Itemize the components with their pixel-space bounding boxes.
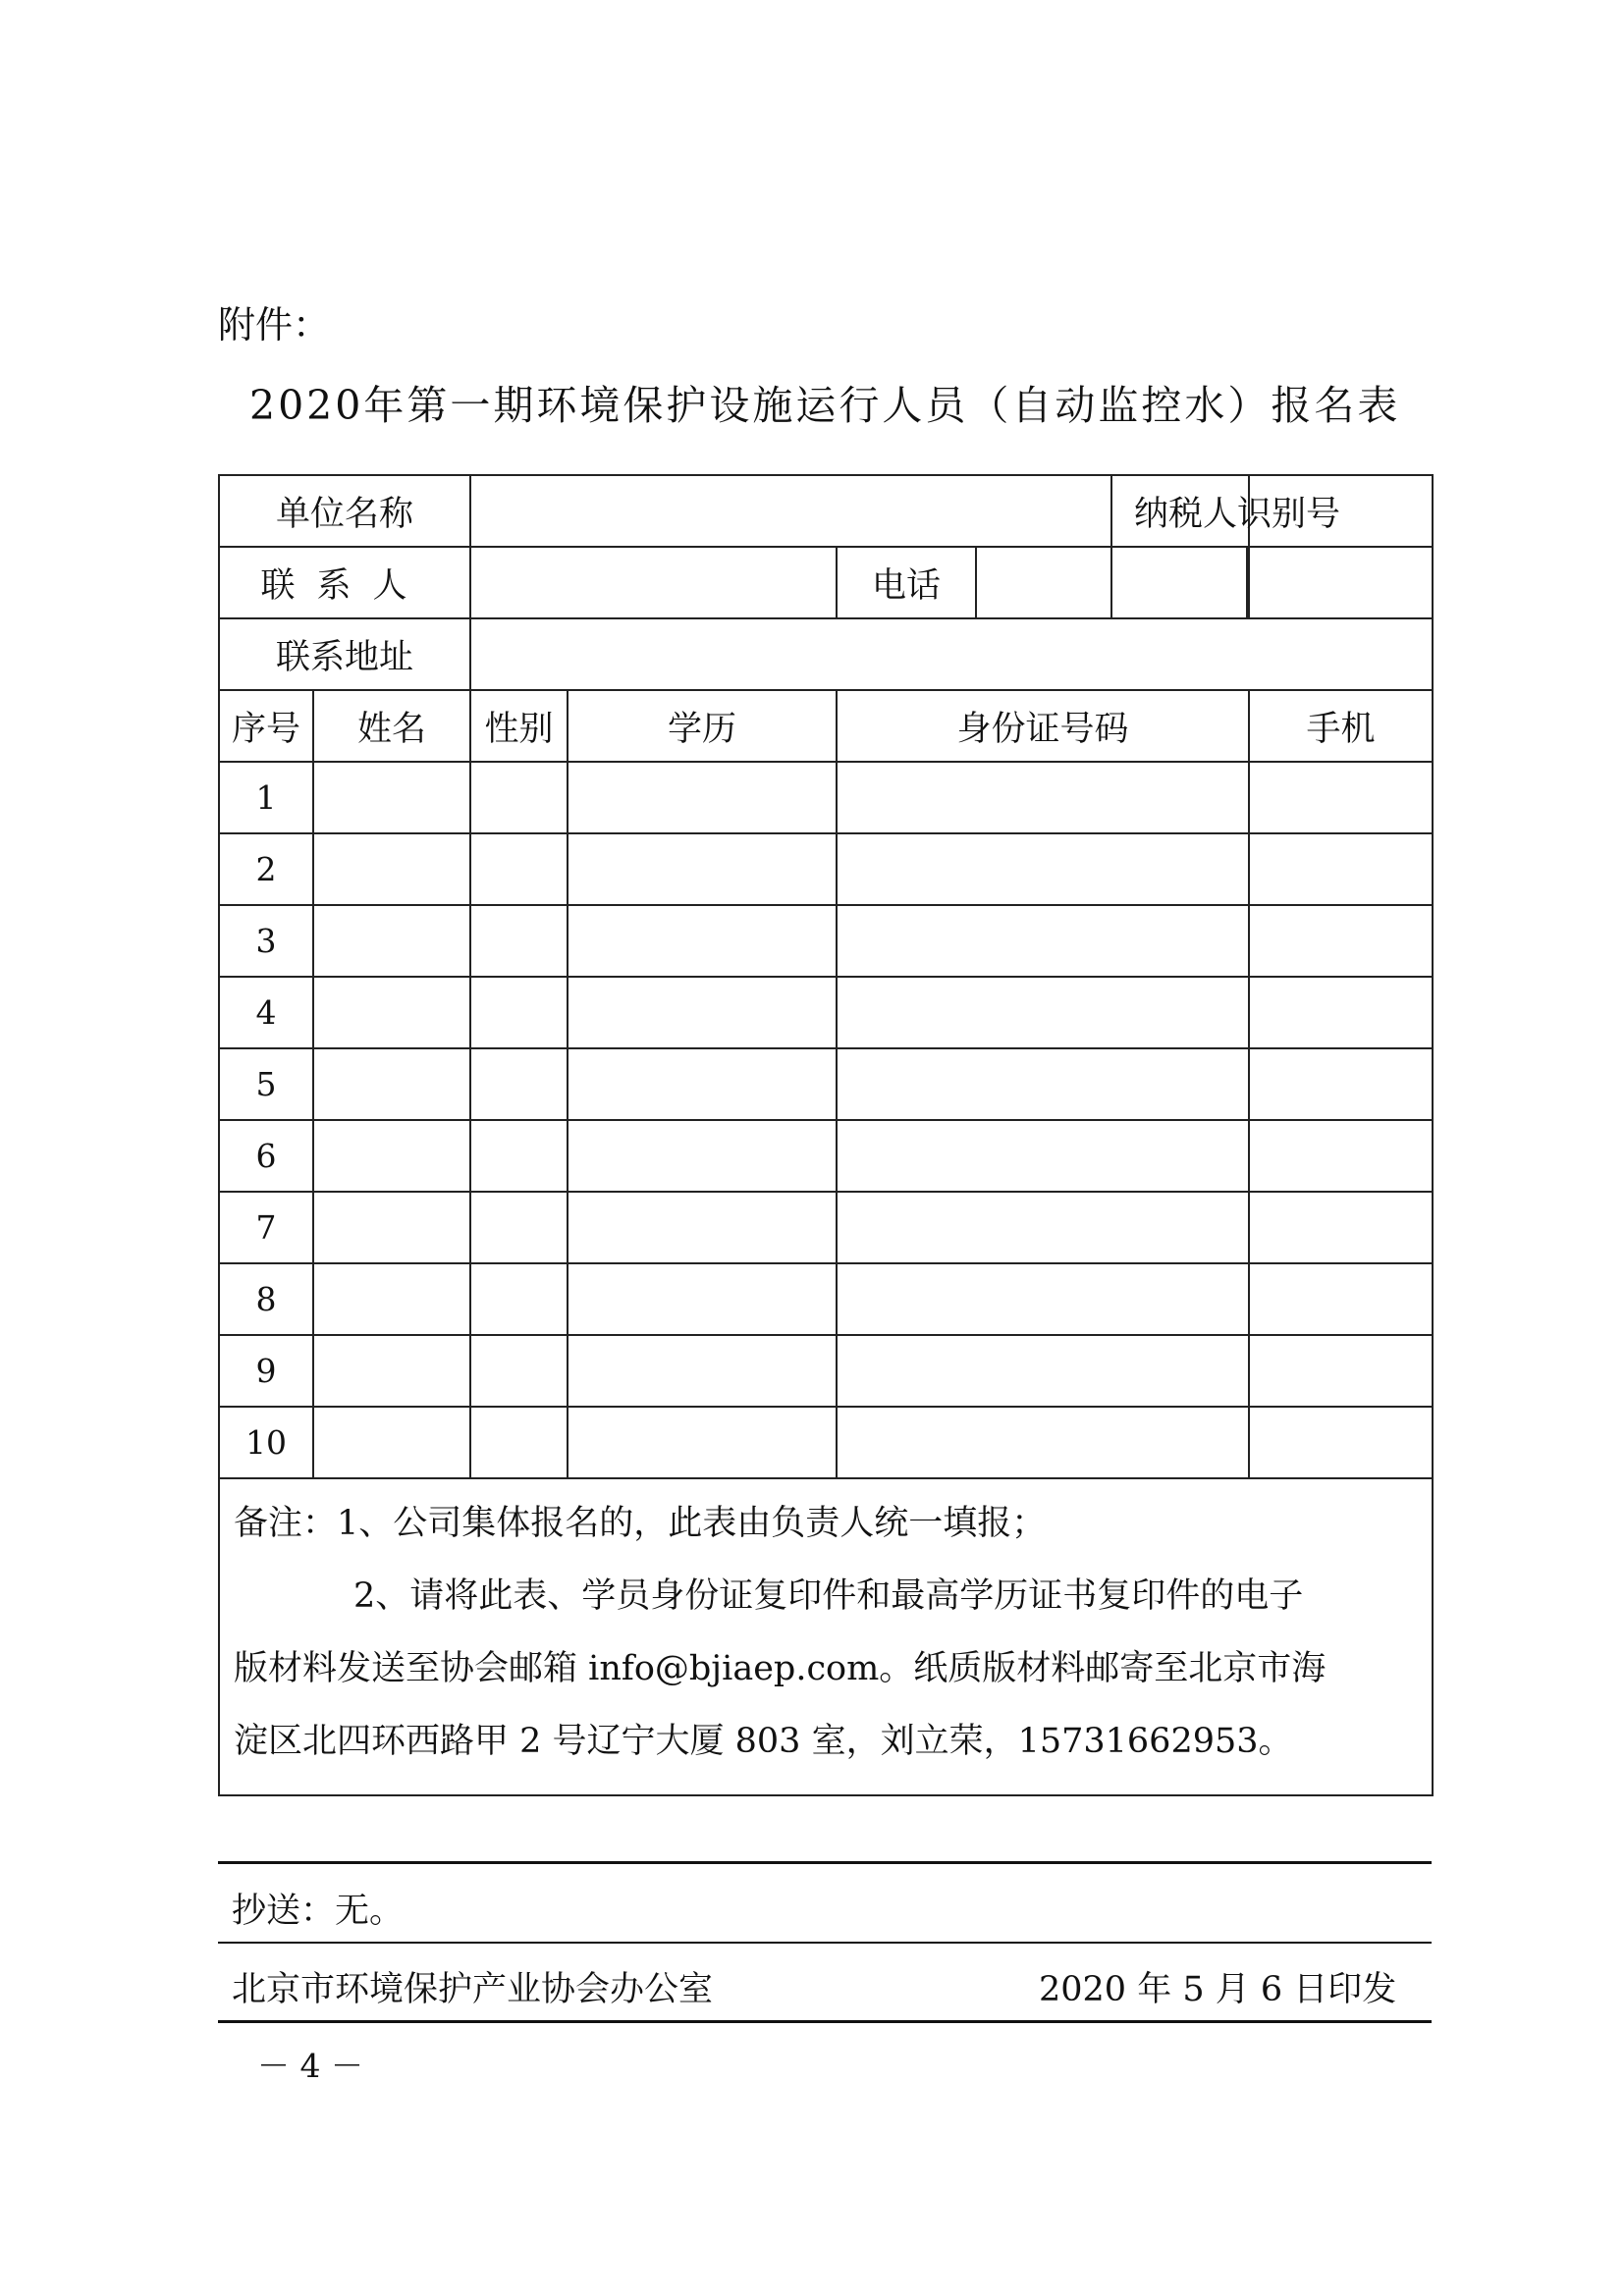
- row-number: 6: [219, 1120, 313, 1192]
- col-header-education: 学历: [568, 690, 837, 762]
- gender-cell[interactable]: [470, 1192, 568, 1263]
- table-row-unit: [219, 475, 1433, 547]
- phone-field-ext[interactable]: [1112, 548, 1248, 617]
- gender-cell[interactable]: [470, 1263, 568, 1335]
- unit-name-field[interactable]: [470, 475, 1111, 547]
- phone-label: 电话: [838, 548, 977, 617]
- table-row-address: [219, 618, 1433, 690]
- mobile-cell[interactable]: [1249, 1335, 1433, 1407]
- mobile-cell[interactable]: [1249, 1263, 1433, 1335]
- table-row: [219, 1048, 1433, 1120]
- table-row: [219, 762, 1433, 833]
- address-label: 联系地址: [219, 618, 470, 690]
- row-number: 7: [219, 1192, 313, 1263]
- table-row: [219, 1335, 1433, 1407]
- id-number-cell[interactable]: [837, 1120, 1249, 1192]
- mobile-cell[interactable]: [1249, 1192, 1433, 1263]
- cc-line: 抄送：无。: [232, 1892, 405, 1931]
- col-header-id-number: 身份证号码: [837, 690, 1249, 762]
- name-cell[interactable]: [313, 905, 470, 977]
- mobile-cell[interactable]: [1249, 833, 1433, 905]
- unit-name-label: 单位名称: [219, 475, 470, 547]
- id-number-cell[interactable]: [837, 762, 1249, 833]
- education-cell[interactable]: [568, 977, 837, 1048]
- id-number-cell[interactable]: [837, 1407, 1249, 1478]
- email-cell: [1249, 547, 1433, 618]
- name-cell[interactable]: [313, 833, 470, 905]
- id-number-cell[interactable]: [837, 833, 1249, 905]
- gender-cell[interactable]: [470, 1335, 568, 1407]
- row-number: 8: [219, 1263, 313, 1335]
- phone-cell: [837, 547, 1111, 618]
- name-cell[interactable]: [313, 977, 470, 1048]
- registration-table: [218, 474, 1434, 1796]
- note-item-1: 1、公司集体报名的，此表由负责人统一填报；: [337, 1504, 1047, 1543]
- email-field[interactable]: [1250, 548, 1432, 617]
- name-cell[interactable]: [313, 1263, 470, 1335]
- gender-cell[interactable]: [470, 1407, 568, 1478]
- issue-date: 2020 年 5 月 6 日印发: [1039, 1970, 1397, 2009]
- education-cell[interactable]: [568, 1335, 837, 1407]
- mobile-cell[interactable]: [1249, 1048, 1433, 1120]
- gender-cell[interactable]: [470, 833, 568, 905]
- row-number: 3: [219, 905, 313, 977]
- notes-row: [219, 1478, 1433, 1795]
- table-row: [219, 1120, 1433, 1192]
- col-header-index: 序号: [219, 690, 313, 762]
- gender-cell[interactable]: [470, 762, 568, 833]
- contact-label: 联系人: [219, 547, 470, 618]
- row-number: 4: [219, 977, 313, 1048]
- table-row: [219, 1263, 1433, 1335]
- id-number-cell[interactable]: [837, 1048, 1249, 1120]
- education-cell[interactable]: [568, 833, 837, 905]
- note-line-1: [234, 1487, 1418, 1560]
- issuer: 北京市环境保护产业协会办公室: [232, 1970, 714, 2009]
- col-header-name: 姓名: [313, 690, 470, 762]
- taxpayer-id-label: 纳税人识别号: [1111, 475, 1249, 547]
- education-cell[interactable]: [568, 1192, 837, 1263]
- id-number-cell[interactable]: [837, 1263, 1249, 1335]
- notes-prefix: 备注：: [234, 1504, 338, 1543]
- id-number-cell[interactable]: [837, 905, 1249, 977]
- row-number: 1: [219, 762, 313, 833]
- annex-label: 附件：: [218, 303, 331, 347]
- note-item-2-line-3: 淀区北四环西路甲 2 号辽宁大厦 803 室，刘立荣，15731662953。: [234, 1722, 1293, 1761]
- education-cell[interactable]: [568, 1120, 837, 1192]
- phone-field-cont: [1111, 547, 1249, 618]
- name-cell[interactable]: [313, 1048, 470, 1120]
- table-row-contact: [219, 547, 1433, 618]
- gender-cell[interactable]: [470, 1120, 568, 1192]
- form-title: 2020年第一期环境保护设施运行人员（自动监控水）报名表: [249, 382, 1401, 429]
- mobile-cell[interactable]: [1249, 1120, 1433, 1192]
- mobile-cell[interactable]: [1249, 977, 1433, 1048]
- table-row: [219, 1407, 1433, 1478]
- education-cell[interactable]: [568, 1407, 837, 1478]
- table-row: [219, 1192, 1433, 1263]
- id-number-cell[interactable]: [837, 1335, 1249, 1407]
- col-header-mobile: 手机: [1249, 690, 1433, 762]
- name-cell[interactable]: [313, 1407, 470, 1478]
- education-cell[interactable]: [568, 1263, 837, 1335]
- name-cell[interactable]: [313, 1120, 470, 1192]
- table-row: [219, 833, 1433, 905]
- footer-rule-top: [218, 1861, 1432, 1864]
- page-number: － 4 －: [257, 2047, 363, 2085]
- note-item-2-line-2: 版材料发送至协会邮箱 info@bjiaep.com。纸质版材料邮寄至北京市海: [234, 1649, 1326, 1688]
- footer-rule-bottom: [218, 2020, 1432, 2023]
- row-number: 10: [219, 1407, 313, 1478]
- gender-cell[interactable]: [470, 905, 568, 977]
- footer-rule-middle: [218, 1942, 1432, 1944]
- row-number: 9: [219, 1335, 313, 1407]
- notes-cell: [219, 1478, 1433, 1795]
- name-cell[interactable]: [313, 1192, 470, 1263]
- contact-field[interactable]: [470, 547, 837, 618]
- id-number-cell[interactable]: [837, 1192, 1249, 1263]
- name-cell[interactable]: [313, 1335, 470, 1407]
- mobile-cell[interactable]: [1249, 762, 1433, 833]
- phone-field[interactable]: [977, 548, 1110, 617]
- education-cell[interactable]: [568, 762, 837, 833]
- mobile-cell[interactable]: [1249, 905, 1433, 977]
- education-cell[interactable]: [568, 905, 837, 977]
- table-row: [219, 977, 1433, 1048]
- gender-cell[interactable]: [470, 1048, 568, 1120]
- row-number: 2: [219, 833, 313, 905]
- id-number-cell[interactable]: [837, 977, 1249, 1048]
- education-cell[interactable]: [568, 1048, 837, 1120]
- address-field[interactable]: [470, 618, 1433, 690]
- note-item-2-line-1: 2、请将此表、学员身份证复印件和最高学历证书复印件的电子: [353, 1576, 1304, 1616]
- row-number: 5: [219, 1048, 313, 1120]
- table-header-row: [219, 690, 1433, 762]
- col-header-gender: 性别: [470, 690, 568, 762]
- gender-cell[interactable]: [470, 977, 568, 1048]
- mobile-cell[interactable]: [1249, 1407, 1433, 1478]
- table-row: [219, 905, 1433, 977]
- name-cell[interactable]: [313, 762, 470, 833]
